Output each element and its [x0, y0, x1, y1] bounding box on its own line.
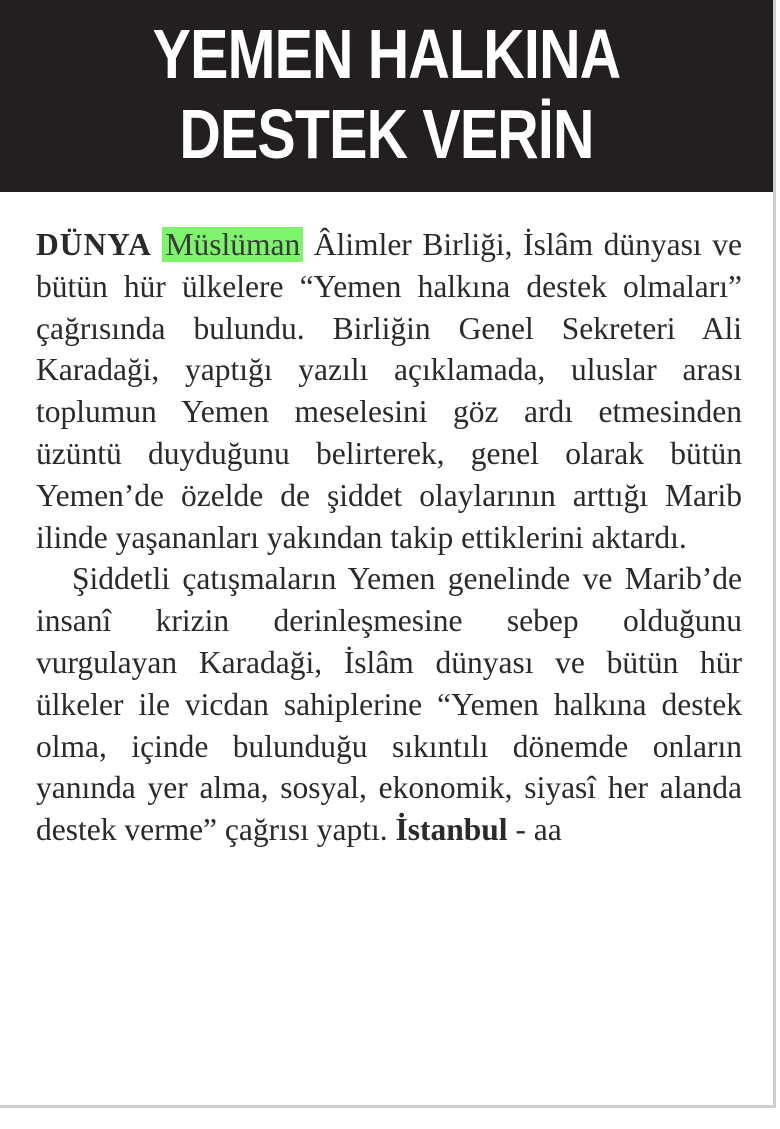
dateline-city: İstanbul	[395, 812, 508, 848]
article-body	[36, 224, 742, 851]
lead-word: DÜNYA	[36, 227, 152, 262]
headline-banner	[0, 0, 773, 192]
paragraph-2-text: Şiddetli çatışmaların Yemen genelinde ve Marib’de insanî krizin derinleşmesine sebep olduğunu vurgulayan Karadaği, İslâm dünyası ve bütün hür ülkeler ile vicdan sahiplerine “Yemen halkına destek olma, içinde bulunduğu sıkıntılı dönemde onların yanında yer alma, sosyal, ekonomik, siyasî her alanda destek verme” çağrısı yaptı.	[36, 561, 742, 848]
headline-line-2: DESTEK VERİN	[179, 95, 594, 173]
paragraph-2	[36, 558, 742, 851]
highlighted-word: Müslüman	[162, 227, 303, 262]
dateline-source: - aa	[507, 812, 562, 848]
paragraph-1-text: Âlimler Birliği, İslâm dünyası ve bütün hür ülkelere “Yemen halkına destek olmaları” çağrısında bulundu. Birliğin Genel Sekreteri Ali Karadaği, yaptığı yazılı açıklamada, uluslar arası toplumun Yemen meselesini göz ardı etmesinden üzüntü duyduğunu belirterek, genel olarak bütün Yemen’de özelde de şiddet olaylarının arttığı Marib ilinde yaşananları yakından takip ettiklerini aktardı.	[36, 227, 742, 555]
paragraph-1	[36, 224, 742, 558]
headline-line-1: YEMEN HALKINA	[152, 15, 621, 93]
